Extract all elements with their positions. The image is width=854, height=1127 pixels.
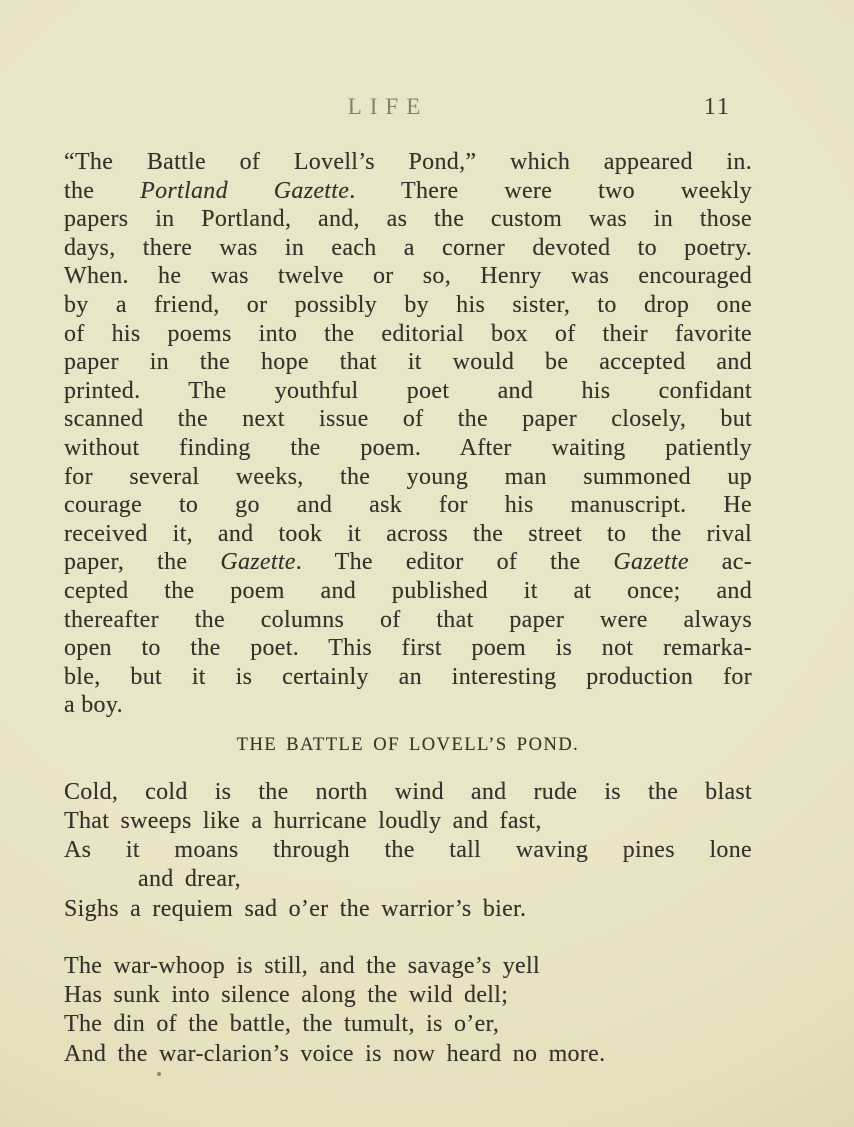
paragraph-line: thereafter the columns of that paper were always <box>64 606 752 633</box>
poem-stanza <box>64 952 752 1069</box>
paragraph-line: ble, but it is certainly an interesting production for <box>64 663 752 690</box>
paragraph-line: paper, the Gazette. The editor of the Gazette ac- <box>64 549 752 576</box>
poem-line: and drear, <box>138 866 241 893</box>
paragraph-line: cepted the poem and published it at once; and <box>64 577 752 604</box>
poem-line: Sighs a requiem sad o’er the warrior’s bier. <box>64 895 527 922</box>
paragraph-line: When. he was twelve or so, Henry was encouraged <box>64 263 752 290</box>
ink-speck <box>157 1072 161 1076</box>
paragraph-line: “The Battle of Lovell’s Pond,” which appeared in. <box>64 149 752 175</box>
paragraph-line: without finding the poem. After waiting patiently <box>64 434 752 461</box>
running-title: LIFE <box>347 94 429 119</box>
poem-line: Cold, cold is the north wind and rude is the blast <box>64 778 752 805</box>
poem-heading: THE BATTLE OF LOVELL’S POND. <box>236 734 580 755</box>
poem-line: That sweeps like a hurricane loudly and fast, <box>64 808 542 835</box>
poem-line: The din of the battle, the tumult, is o’er, <box>64 1011 500 1038</box>
paragraph-line: paper in the hope that it would be accepted and <box>64 349 752 376</box>
paragraph-line: papers in Portland, and, as the custom was in those <box>64 206 752 233</box>
poem <box>64 778 752 1069</box>
paragraph-line: received it, and took it across the street to the rival <box>64 520 752 547</box>
page-header <box>64 94 752 122</box>
paragraph-line: courage to go and ask for his manuscript. He <box>64 492 752 519</box>
paragraph-line: by a friend, or possibly by his sister, to drop one <box>64 291 752 318</box>
paragraph-line: the Portland Gazette. There were two weekly <box>64 177 752 204</box>
poem-stanza <box>64 778 752 924</box>
prose-paragraph <box>64 148 752 720</box>
paragraph-line: for several weeks, the young man summoned up <box>64 463 752 490</box>
paragraph-line: scanned the next issue of the paper closely, but <box>64 406 752 433</box>
page-number: 11 <box>703 94 731 120</box>
paragraph-line: days, there was in each a corner devoted to poetry. <box>64 234 752 261</box>
poem-line: Has sunk into silence along the wild dell; <box>64 982 509 1009</box>
poem-line: The war-whoop is still, and the savage’s yell <box>64 952 540 979</box>
poem-line: And the war-clarion’s voice is now heard no more. <box>64 1040 606 1067</box>
paragraph-line: printed. The youthful poet and his confidant <box>64 377 752 404</box>
page-content <box>64 0 752 1069</box>
paragraph-line: of his poems into the editorial box of their favorite <box>64 320 752 347</box>
paragraph-line: open to the poet. This first poem is not remarka- <box>64 635 752 662</box>
paragraph-line: a boy. <box>64 692 123 719</box>
poem-line: As it moans through the tall waving pines lone <box>64 837 752 864</box>
